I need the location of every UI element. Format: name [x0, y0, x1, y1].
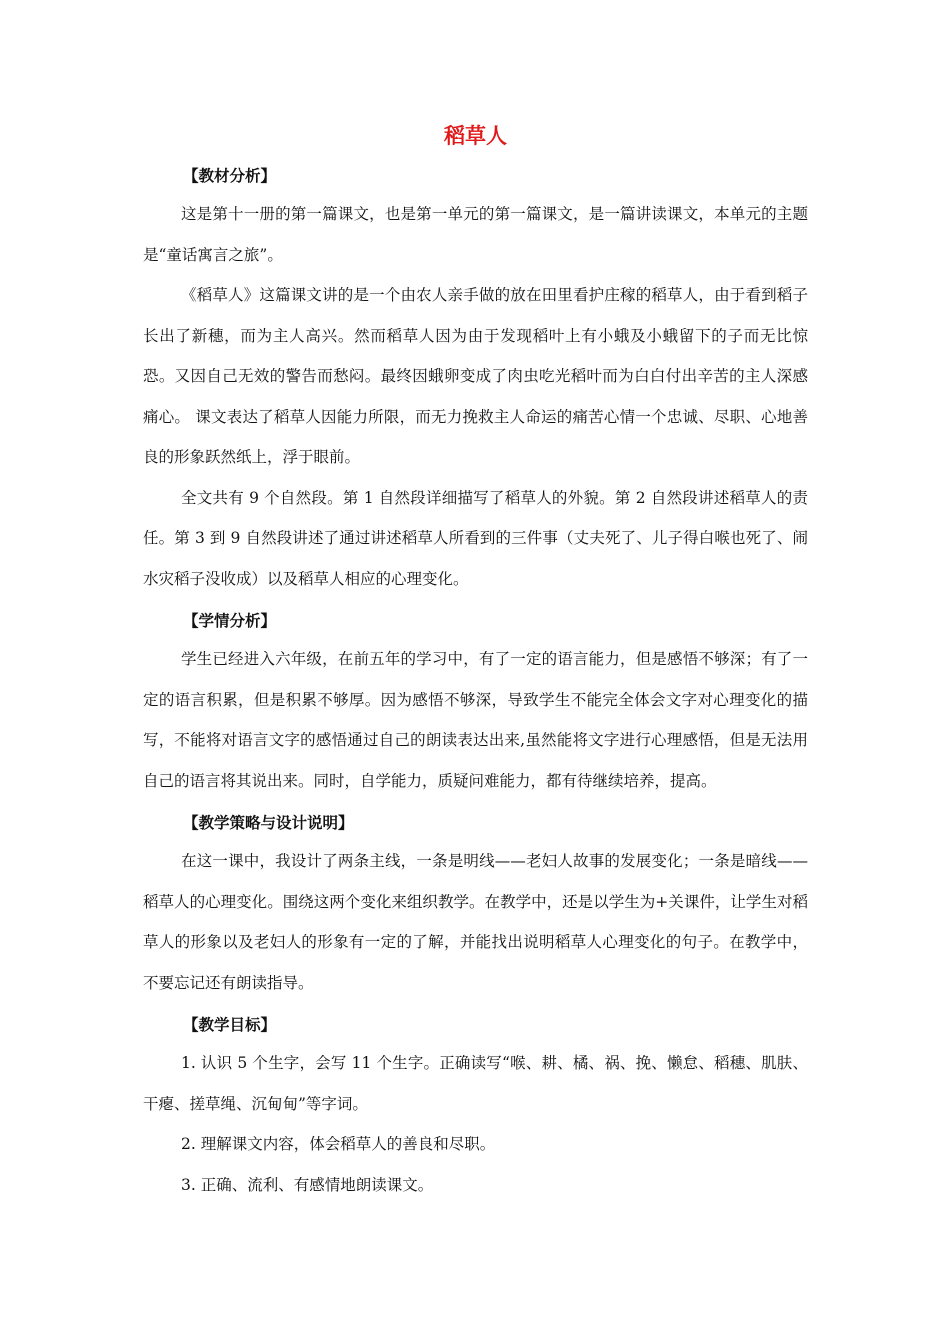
document-page	[143, 118, 808, 1205]
paragraph: 在这一课中，我设计了两条主线，一条是明线——老妇人故事的发展变化；一条是暗线——稻草人的心理变化。围绕这两个变化来组织教学。在教学中，还是以学生为+关课件，让学生对稻草人的形象以及老妇人的形象有一定的了解，并能找出说明稻草人心理变化的句子。在教学中，不要忘记还有朗读指导。	[143, 852, 808, 992]
section-heading: 【教学目标】	[183, 1016, 277, 1034]
page-title: 稻草人	[444, 124, 507, 148]
section-heading: 【教学策略与设计说明】	[183, 814, 354, 832]
paragraph: 全文共有 9 个自然段。第 1 自然段详细描写了稻草人的外貌。第 2 自然段讲述稻草人的责任。第 3 到 9 自然段讲述了通过讲述稻草人所看到的三件事（丈夫死了、儿子得白喉也死了、闹水灾稻子没收成）以及稻草人相应的心理变化。	[143, 488, 808, 588]
section-material-analysis	[143, 162, 808, 599]
paragraph: 这是第十一册的第一篇课文，也是第一单元的第一篇课文，是一篇讲读课文，本单元的主题是“童话寓言之旅”。	[143, 205, 808, 264]
section-teaching-goals	[143, 1011, 808, 1205]
section-heading: 【教材分析】	[183, 167, 277, 185]
paragraph: 《稻草人》这篇课文讲的是一个由农人亲手做的放在田里看护庄稼的稻草人，由于看到稻子长出了新穗，而为主人高兴。然而稻草人因为由于发现稻叶上有小蛾及小蛾留下的子而无比惊恐。又因自己无效的警告而愁闷。最终因蛾卵变成了肉虫吃光稻叶而为白白付出辛苦的主人深感痛心。 课文表达了稻草人因能力所限，而无力挽救主人命运的痛苦心情一个忠诚、尽职、心地善良的形象跃然纸上，浮于眼前。	[143, 286, 808, 466]
goal-item: 1. 认识 5 个生字，会写 11 个生字。正确读写“喉、耕、橘、祸、挽、懒怠、稻穗、肌肤、干瘪、搓草绳、沉甸甸”等字词。	[143, 1054, 808, 1113]
goal-item: 3. 正确、流利、有感情地朗读课文。	[181, 1175, 434, 1194]
goal-item: 2. 理解课文内容，体会稻草人的善良和尽职。	[181, 1135, 496, 1153]
section-student-analysis	[143, 607, 808, 801]
section-heading: 【学情分析】	[183, 612, 277, 630]
section-teaching-strategy	[143, 809, 808, 1003]
paragraph: 学生已经进入六年级，在前五年的学习中，有了一定的语言能力，但是感悟不够深；有了一定的语言积累，但是积累不够厚。因为感悟不够深，导致学生不能完全体会文字对心理变化的描写，不能将对语言文字的感悟通过自己的朗读表达出来,虽然能将文字进行心理感悟，但是无法用自己的语言将其说出来。同时，自学能力，质疑问难能力，都有待继续培养，提高。	[143, 650, 808, 790]
